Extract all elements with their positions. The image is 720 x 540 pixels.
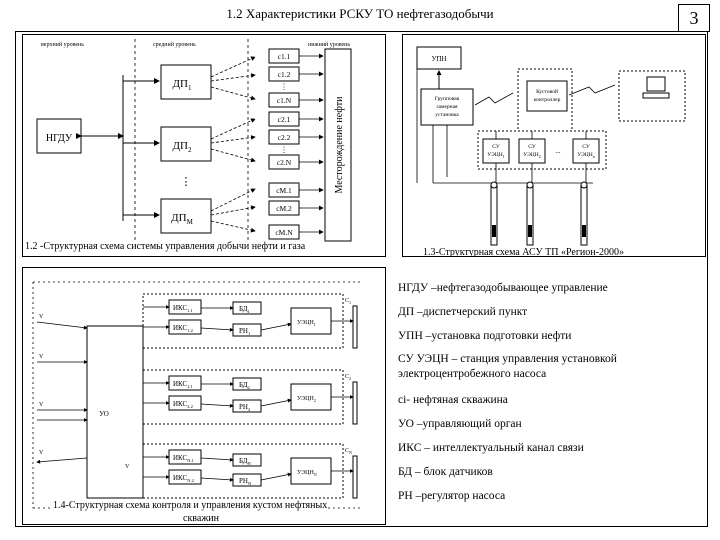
well-ellipsis: ⋮ (280, 82, 288, 91)
uo-box (87, 326, 143, 498)
iks-label: $ИКС_{N.1}$ (173, 454, 194, 463)
su-uecn-label: $УЭЦН_1$ (487, 152, 505, 159)
bd-label: $БД_2$ (239, 381, 250, 390)
uecn-label: $УЭЦН_1$ (297, 320, 316, 327)
group-unit-line1: Групповая (434, 96, 460, 102)
dpm-label: $ДП_М$ (171, 212, 193, 226)
radio-link-left (475, 93, 513, 105)
keyboard-icon (643, 93, 669, 98)
radio-link-right (569, 85, 615, 95)
upn-label: УПН (431, 55, 447, 63)
well-label: cM.N (275, 228, 293, 237)
wellhead-icon (491, 182, 497, 188)
caption-control-system: 1.2 -Структурная схема системы управления добычи нефти и газа (25, 241, 306, 252)
caption-cluster-line1: 1.4-Структурная схема контроля и управления кустом нефтяных (53, 500, 328, 511)
diagram-asu-tp (403, 35, 706, 257)
well-label: cM.1 (276, 186, 292, 195)
level-label-middle: средний уровень (153, 42, 196, 48)
level-label-top: верхний уровень (41, 42, 85, 48)
oil-field-label: Месторождение нефти (334, 96, 345, 194)
signal-label: V (39, 354, 44, 360)
legend-item: ДП –диспетчерский пункт (398, 306, 528, 318)
pump-mark (582, 225, 586, 237)
iks-label: $ИКС_{1.2}$ (173, 324, 193, 333)
well-label: c2.1 (277, 115, 291, 124)
group-unit-line3: установка (435, 112, 459, 118)
legend-item: НГДУ –нефтегазодобывающее управление (398, 282, 608, 294)
signal-label: V (39, 402, 44, 408)
legend-item: УПН –установка подготовки нефти (398, 330, 572, 342)
panel-asu-tp (402, 34, 706, 257)
wellhead-icon (527, 182, 533, 188)
pump-mark (528, 225, 532, 237)
slide-title: 1.2 Характеристики РСКУ ТО нефтегазодобычи (226, 6, 494, 21)
cluster-group-2 (143, 370, 357, 424)
su-label: СУ (582, 144, 590, 150)
well-label: $C_2$ (345, 374, 352, 381)
panel-cluster-control (22, 267, 386, 525)
caption-asu-tp: 1.3-Структурная схема АСУ ТП «Регион-2000» (423, 247, 624, 257)
diagram-cluster-control (23, 268, 386, 525)
caption-cluster-line2: скважин (183, 513, 219, 524)
cluster-controller-box (527, 81, 567, 111)
uecn-label: $УЭЦН_N$ (297, 470, 317, 477)
su-uecn-box (483, 139, 509, 163)
su-label: СУ (528, 144, 536, 150)
rn-label: $РН_N$ (239, 477, 252, 486)
controller-line2: контроллер (533, 97, 561, 103)
panel-control-system (22, 34, 386, 257)
well-pipe (353, 456, 357, 498)
well-label: $C_N$ (345, 448, 352, 455)
well-label: c1.2 (277, 70, 291, 79)
rn-label: $РН_1$ (239, 327, 251, 336)
iks-label: $ИКС_{2.2}$ (173, 400, 193, 409)
pump-mark (492, 225, 496, 237)
wells-group (491, 182, 587, 245)
legend-item: БД – блок датчиков (398, 466, 493, 478)
well-label: c1.N (276, 96, 292, 105)
legend-item: ИКС – интеллектуальный канал связи (398, 442, 584, 454)
su-label: СУ (492, 144, 500, 150)
well-label: $C_1$ (345, 298, 352, 305)
well-ellipsis: ⋮ (280, 145, 288, 154)
bd-label: $БД_N$ (239, 457, 251, 466)
dp2-label: $ДП_2$ (172, 140, 192, 154)
level-label-bottom: нижний уровень (308, 42, 351, 48)
well-label: cM.2 (276, 204, 292, 213)
legend-item: СУ УЭЦН – станция управления установкой электроцентробежного насоса (398, 353, 617, 380)
diagram-control-system (23, 35, 386, 257)
signal-label: V (39, 314, 44, 320)
slide-number: 3 (678, 4, 710, 32)
iks-label: $ИКС_{N.2}$ (173, 474, 194, 483)
well-label: c2.N (276, 158, 292, 167)
wellhead-icon (581, 182, 587, 188)
su-uecn-label: $УЭЦН_n$ (577, 152, 595, 159)
rn-label: $РН_2$ (239, 403, 251, 412)
su-uecn-box (573, 139, 599, 163)
well-label: c2.2 (277, 133, 291, 142)
cluster-group-n (143, 444, 357, 498)
iks-label: $ИКС_{2.1}$ (173, 380, 193, 389)
controller-line1: Кустовой (536, 89, 558, 95)
su-uecn-box (519, 139, 545, 163)
legend-item: РН –регулятор насоса (398, 490, 506, 502)
ngdu-label: НГДУ (45, 133, 73, 144)
uo-label: УО (99, 410, 109, 418)
dp-ellipsis: ⋮ (180, 176, 192, 188)
signal-label: V (39, 450, 44, 456)
well-pipe (353, 306, 357, 348)
iks-label: $ИКС_{1.1}$ (173, 304, 193, 313)
dp1-label: $ДП_1$ (172, 78, 192, 92)
signal-label: V (125, 464, 130, 470)
bd-label: $БД_1$ (239, 305, 250, 314)
uecn-label: $УЭЦН_2$ (297, 396, 316, 403)
panel-legend (390, 267, 708, 525)
computer-icon (647, 77, 665, 91)
group-unit-line2: замерная (436, 104, 458, 110)
su-uecn-label: $УЭЦН_2$ (523, 152, 541, 159)
well-label: c1.1 (277, 52, 291, 61)
cluster-group-1 (143, 294, 357, 348)
legend-item: УО –управляющий орган (398, 418, 522, 430)
well-pipe (353, 382, 357, 424)
su-ellipsis: ... (555, 147, 561, 155)
legend-item: ci- нефтяная скважина (398, 394, 508, 406)
